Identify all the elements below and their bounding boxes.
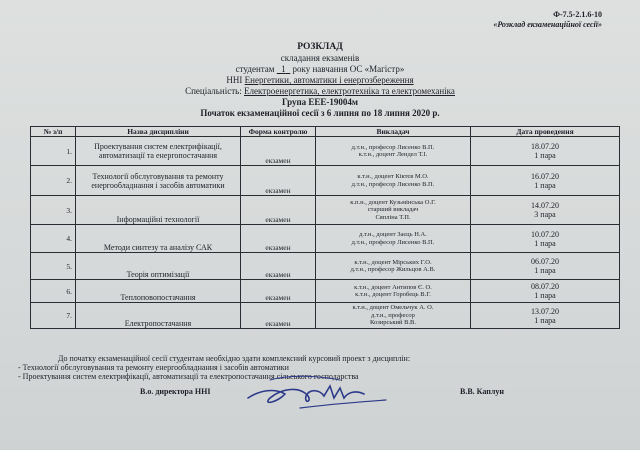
row-number: 4. <box>31 225 76 253</box>
group-line: Група ЕЕЕ-19004м <box>281 97 359 107</box>
date-cell: 06.07.20 1 пара <box>471 253 620 280</box>
date-cell: 10.07.20 1 пара <box>471 225 620 253</box>
notes-item: - Технології обслуговування та ремонту енергообладнання і засобів автоматики <box>18 363 289 372</box>
table-row <box>31 137 620 166</box>
students-line-pre: студентам <box>235 64 275 74</box>
document-subtitle: складання екзаменів <box>280 53 360 63</box>
row-number: 1. <box>31 137 76 166</box>
institute-name: Енергетики, автоматики і енергозбереження <box>244 75 414 85</box>
date-cell: 14.07.20 3 пара <box>471 196 620 225</box>
date-cell: 18.07.20 1 пара <box>471 137 620 166</box>
control-form: екзамен <box>241 253 316 280</box>
students-line <box>0 64 640 75</box>
row-number: 2. <box>31 166 76 196</box>
header-discipline: Назва дисципліни <box>76 127 241 137</box>
control-form: екзамен <box>241 137 316 166</box>
discipline-name: Методи синтезу та аналізу САК <box>76 225 241 253</box>
specialty-line <box>0 86 640 97</box>
table-row <box>31 280 620 303</box>
teacher-cell: к.т.н., доцент Антипов Є. О. к.т.н., доцент Горобець В.Г. <box>316 280 471 303</box>
students-line-post: року навчання ОС «Магістр» <box>292 64 405 74</box>
document-title: РОЗКЛАД <box>297 42 343 52</box>
document-code-block <box>493 10 602 30</box>
header-date: Дата проведення <box>471 127 620 137</box>
table-row <box>31 225 620 253</box>
table-row <box>31 196 620 225</box>
institute-line <box>0 75 640 86</box>
session-dates-line: Початок екзаменаційної сесії з 6 липня по 18 липня 2020 р. <box>200 108 440 118</box>
exam-schedule-table <box>30 126 620 329</box>
course-number: 1 <box>281 64 286 74</box>
header-control-form: Форма контролю <box>241 127 316 137</box>
table-row <box>31 166 620 196</box>
teacher-cell: к.т.н., доцент Омельчук А. О. д.т.н., професор Козирський В.В. <box>316 303 471 329</box>
header-teacher: Викладач <box>316 127 471 137</box>
notes-item: - Проектування систем електрифікації, автоматизації та електропостачання сільського господарства <box>18 372 359 381</box>
discipline-name: Електропостачання <box>76 303 241 329</box>
specialty-name: Електроенергетика, електротехніка та електромеханіка <box>244 86 455 96</box>
control-form: екзамен <box>241 280 316 303</box>
control-form: екзамен <box>241 225 316 253</box>
teacher-cell: д.т.н., доцент Заєць Н.А. д.т.н., професор Лисенко В.П. <box>316 225 471 253</box>
discipline-name: Теплоповопостачання <box>76 280 241 303</box>
date-cell: 16.07.20 1 пара <box>471 166 620 196</box>
teacher-cell: к.п.н., доцент Кузьмінська О.Г. старший викладач Сяпліна Т.П. <box>316 196 471 225</box>
control-form: екзамен <box>241 196 316 225</box>
row-number: 5. <box>31 253 76 280</box>
row-number: 3. <box>31 196 76 225</box>
notes-intro: До початку екзаменаційної сесії студентам необхідно здати комплексний курсовий проект з дисциплін: <box>58 354 411 363</box>
row-number: 6. <box>31 280 76 303</box>
handwritten-signature <box>240 368 390 418</box>
discipline-name: Проектування систем електрифікації, автоматизації та енергопостачання <box>76 137 241 166</box>
discipline-name: Інформаційні технології <box>76 196 241 225</box>
specialty-prefix: Спеціальність: <box>185 86 242 96</box>
table-row <box>31 303 620 329</box>
table-row <box>31 253 620 280</box>
document-code: Ф-7.5-2.1.6-10 <box>553 10 602 19</box>
document-code-subtitle: «Розклад екзаменаційної сесії» <box>493 20 602 29</box>
row-number: 7. <box>31 303 76 329</box>
date-cell: 08.07.20 1 пара <box>471 280 620 303</box>
director-name: В.В. Каплун <box>460 387 504 396</box>
control-form: екзамен <box>241 166 316 196</box>
teacher-cell: к.т.н., доцент Кіктєв М.О. д.т.н., професор Лисенко В.П. <box>316 166 471 196</box>
discipline-name: Теорія оптимізації <box>76 253 241 280</box>
institute-prefix: ННІ <box>226 75 243 85</box>
teacher-cell: д.т.н., професор Лисенко В.П. к.т.н., доцент Лендел Т.І. <box>316 137 471 166</box>
director-label: В.о. директора ННІ <box>140 387 211 396</box>
date-cell: 13.07.20 1 пара <box>471 303 620 329</box>
teacher-cell: к.т.н., доцент Мірських Г.О. д.т.н., професор Жильцов А.В. <box>316 253 471 280</box>
table-header-row <box>31 127 620 137</box>
discipline-name: Технології обслуговування та ремонту енергообладнання і засобів автоматики <box>76 166 241 196</box>
header-number: № з/п <box>31 127 76 137</box>
control-form: екзамен <box>241 303 316 329</box>
